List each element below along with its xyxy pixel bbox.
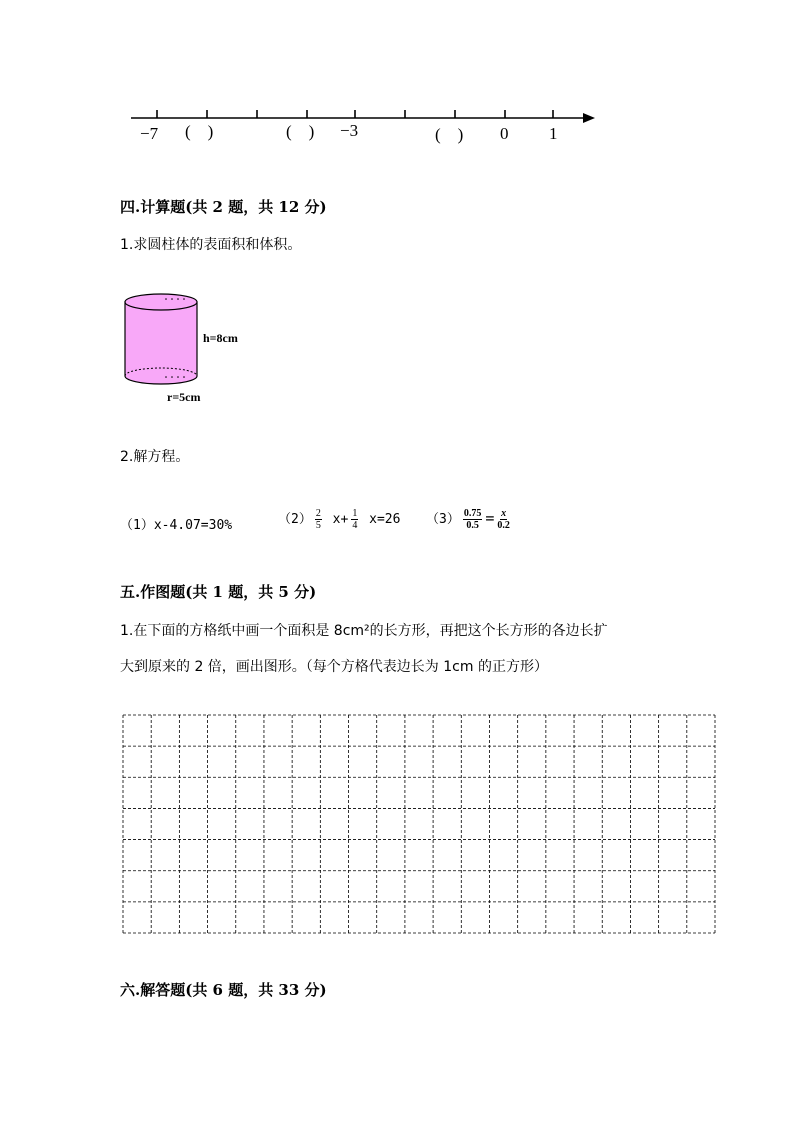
blank-2: ( ) xyxy=(286,122,315,141)
question-5-1-line1: 1.在下面的方格纸中画一个面积是 8cm²的长方形，再把这个长方形的各边长扩 xyxy=(120,623,608,639)
question-4-2: 2.解方程。 xyxy=(120,449,190,465)
tick-label-1: 1 xyxy=(549,124,558,143)
equation-2-prefix: （2） xyxy=(278,512,312,527)
square-grid[interactable] xyxy=(122,714,718,936)
fraction-denominator: 0.5 xyxy=(466,520,479,531)
cylinder-radius-label: r=5cm xyxy=(167,390,201,404)
fraction-denominator: 5 xyxy=(315,520,321,531)
tick-label-0: 0 xyxy=(500,124,509,143)
section-5-heading: 五.作图题(共 1 题，共 5 分) xyxy=(120,583,317,601)
equals-sign: = xyxy=(485,509,495,527)
fraction-numerator: 2 xyxy=(315,508,321,519)
fraction-numerator: 0.75 xyxy=(463,508,482,519)
blank-3: ( ) xyxy=(435,125,464,144)
question-5-1-line2: 大到原来的 2 倍，画出图形。（每个方格代表边长为 1cm 的正方形） xyxy=(120,659,548,675)
fraction-numerator: 1 xyxy=(352,508,358,519)
section-6-heading: 六.解答题(共 6 题，共 33 分) xyxy=(120,981,327,999)
equation-2 xyxy=(278,508,400,531)
equation-2-mid: x+ xyxy=(332,512,349,527)
equation-2-suffix: x=26 xyxy=(369,512,401,527)
fraction-075-05 xyxy=(463,508,483,531)
section-4-heading: 四.计算题(共 2 题，共 12 分) xyxy=(120,198,327,216)
tick-label-neg7: −7 xyxy=(140,124,159,143)
equation-1: （1）x-4.07=30% xyxy=(120,518,233,533)
fraction-1-4 xyxy=(351,508,358,531)
question-4-1: 1.求圆柱体的表面积和体积。 xyxy=(120,237,302,253)
cylinder-height-label: h=8cm xyxy=(203,331,238,345)
fraction-denominator: 0.2 xyxy=(497,520,510,531)
fraction-x-02 xyxy=(497,508,510,531)
fraction-2-5 xyxy=(315,508,322,531)
cylinder-figure xyxy=(118,288,208,388)
tick-label-neg3: −3 xyxy=(340,121,359,140)
equation-3-prefix: （3） xyxy=(426,512,460,527)
blank-1: ( ) xyxy=(185,122,214,141)
fraction-denominator: 4 xyxy=(352,520,358,531)
equation-3 xyxy=(426,508,513,531)
fraction-numerator: x xyxy=(501,508,507,519)
